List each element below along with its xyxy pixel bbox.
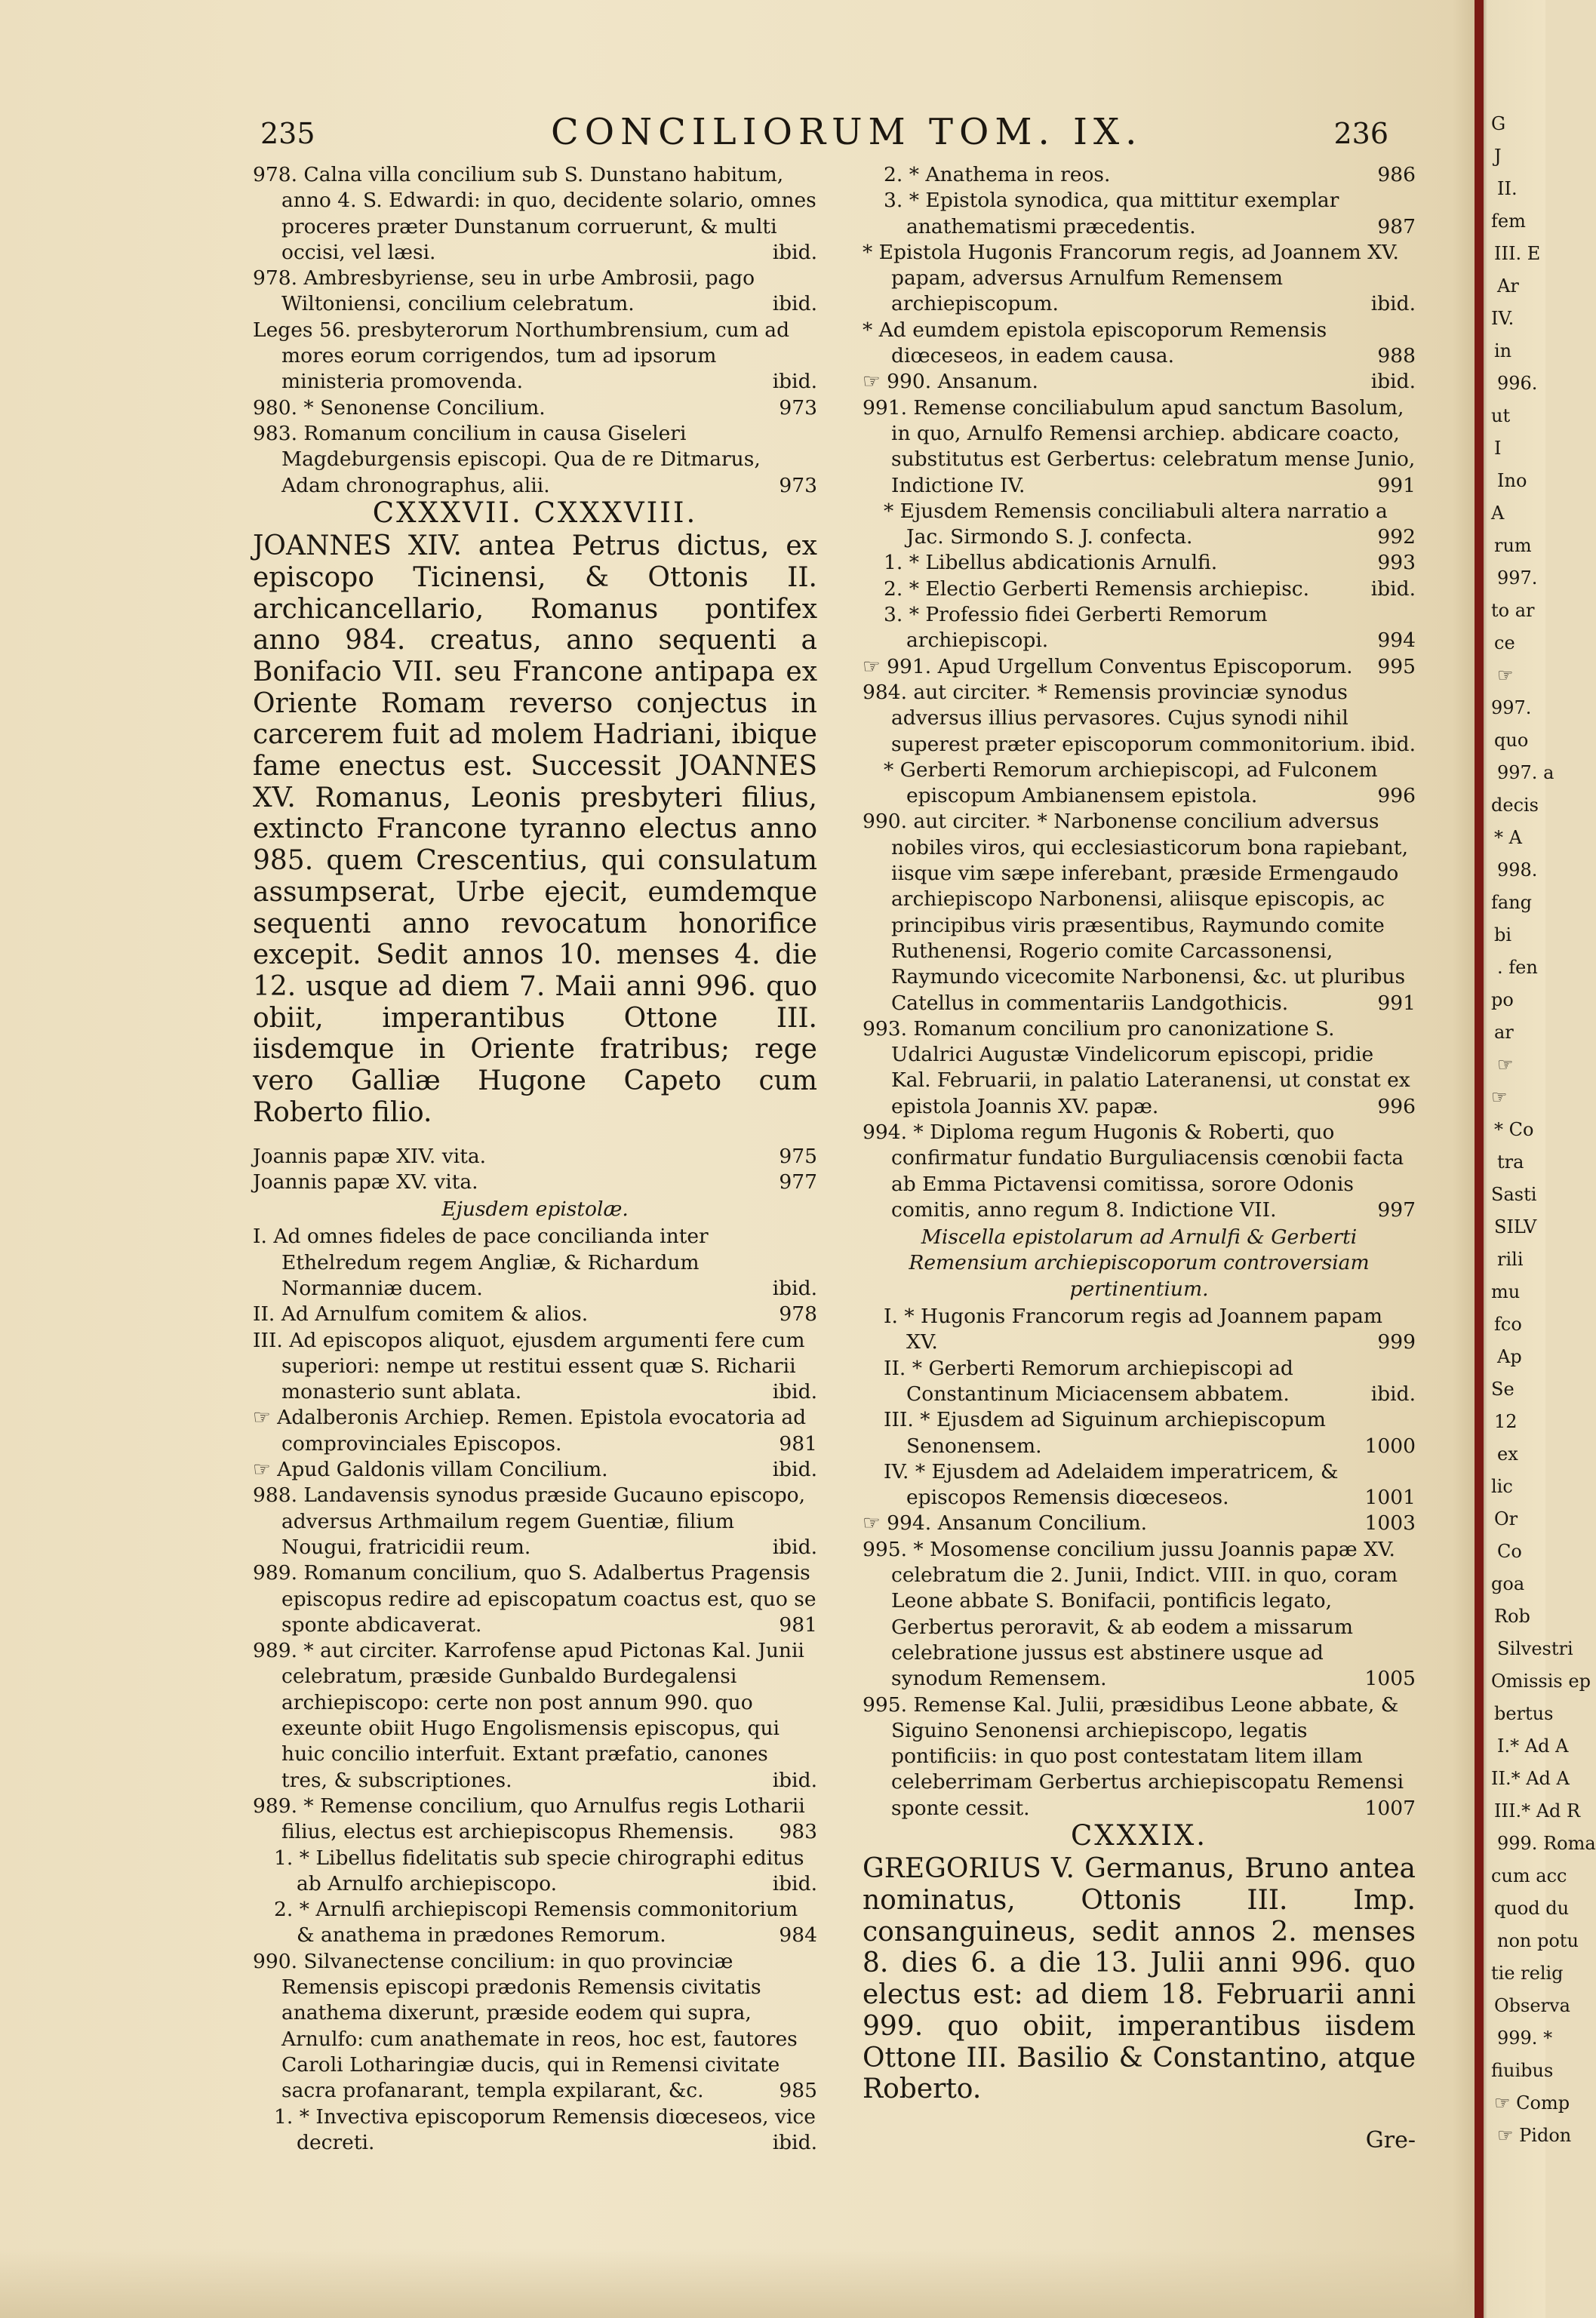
facing-page-fragment: I.* Ad A — [1497, 1735, 1569, 1757]
entry-page-reference: 992 — [1377, 525, 1416, 549]
entry-page-reference: ibid. — [772, 1871, 817, 1895]
index-entry — [863, 1537, 1416, 1692]
entry-text: 993. Romanum concilium pro canonizatione S. Udalrici Augustæ Vindelicorum episcopi, pridie Kal. Februarii, in palatio Lateranensi, ut constat ex epistola Joannis XV. papæ. — [863, 1016, 1410, 1118]
index-entry — [863, 188, 1416, 240]
entry-text: Joannis papæ XIV. vita. — [253, 1144, 487, 1168]
entry-page-reference: 996 — [1377, 784, 1416, 808]
entry-text: * Ejusdem Remensis conciliabuli altera narratio a Jac. Sirmondo S. J. confecta. — [884, 499, 1388, 549]
facing-page-fragment: in — [1494, 340, 1512, 361]
entry-page-reference: ibid. — [1370, 732, 1416, 756]
index-entry — [253, 1897, 817, 1949]
index-entry — [253, 1794, 817, 1846]
facing-page-fragment: ☞ Pidon — [1497, 2125, 1572, 2146]
binding-edge — [1475, 0, 1484, 2318]
index-entry — [253, 1560, 817, 1638]
index-entry — [253, 1405, 817, 1457]
entry-text: 2. * Electio Gerberti Remensis archiepisc. — [884, 576, 1310, 601]
entry-page-reference: 1005 — [1364, 1667, 1416, 1691]
facing-page-fragment: J — [1494, 146, 1502, 167]
entry-list — [253, 1224, 817, 1845]
facing-page-fragment: bertus — [1494, 1703, 1554, 1724]
index-entry — [863, 602, 1416, 654]
facing-page-fragment: Ap — [1497, 1346, 1522, 1367]
entry-text: 2. * Anathema in reos. — [884, 163, 1111, 186]
facing-page-fragment: Sasti — [1491, 1184, 1537, 1205]
entry-text: 978. Ambresbyriense, seu in urbe Ambrosii, pago Wiltoniensi, concilium celebratum. — [253, 266, 755, 316]
index-entry — [253, 2104, 817, 2157]
entry-text: III. Ad episcopos aliquot, ejusdem argumenti fere cum superiori: nempe ut restitui essent quæ S. Richarii monasterio sunt ablata. — [253, 1328, 805, 1404]
entry-page-reference: 1007 — [1364, 1796, 1416, 1820]
facing-page-fragment: Ino — [1497, 470, 1527, 491]
entry-text: II. Ad Arnulfum comitem & alios. — [253, 1302, 589, 1327]
index-entry — [863, 809, 1416, 1016]
entry-page-reference: ibid. — [772, 1458, 817, 1482]
page-number-left: 235 — [260, 117, 315, 150]
entry-text: ☞ Apud Galdonis villam Concilium. — [253, 1458, 608, 1482]
facing-page-fragment: mu — [1491, 1281, 1521, 1302]
facing-page-fragment: fang — [1491, 892, 1533, 913]
facing-page-fragment: cum acc — [1491, 1865, 1567, 1886]
entry-list — [253, 2104, 817, 2157]
entry-list — [253, 162, 817, 499]
facing-page-fragment: tra — [1497, 1151, 1524, 1173]
index-entry — [253, 1224, 817, 1302]
entry-text: I. * Hugonis Francorum regis ad Joannem papam XV. — [884, 1305, 1383, 1354]
facing-page-fragment: Silvestri — [1497, 1638, 1573, 1659]
entry-page-reference: 991 — [1377, 991, 1416, 1015]
index-entry — [253, 318, 817, 395]
facing-page-fragment: 998. — [1497, 859, 1538, 881]
index-entry — [253, 1638, 817, 1794]
entry-page-reference: 983 — [779, 1820, 817, 1844]
index-entry — [253, 421, 817, 499]
facing-page-fragment: decis — [1491, 795, 1539, 816]
entry-list — [253, 1144, 817, 1196]
entry-page-reference: ibid. — [772, 1768, 817, 1792]
facing-page-fragment: lic — [1491, 1476, 1513, 1497]
facing-page-fragment: 12 — [1494, 1411, 1518, 1432]
entry-text: 989. * Remense concilium, quo Arnulfus regis Lotharii filius, electus est archiepiscopus Rhemensis. — [253, 1794, 805, 1844]
index-entry — [863, 1407, 1416, 1459]
entry-page-reference: ibid. — [772, 292, 817, 316]
entry-text: 1. * Libellus fidelitatis sub specie chirographi editus ab Arnulfo archiepiscopo. — [274, 1846, 804, 1895]
index-entry — [863, 758, 1416, 810]
facing-page-fragment: ex — [1497, 1443, 1518, 1465]
entry-page-reference: 985 — [779, 2079, 817, 2103]
facing-page-fragment: fiuibus — [1491, 2060, 1554, 2081]
entry-text: I. Ad omnes fideles de pace concilianda inter Ethelredum regem Angliæ, & Richardum Normanniæ ducem. — [253, 1225, 709, 1300]
facing-page-fragment: quo — [1494, 730, 1529, 751]
catchword: Gre- — [1365, 2126, 1416, 2154]
facing-page-fragment: ☞ Comp — [1494, 2092, 1570, 2114]
facing-page-fragment: * A — [1494, 827, 1522, 848]
right-column — [863, 162, 1416, 2154]
entry-page-reference: ibid. — [1370, 576, 1416, 601]
entry-text: * Epistola Hugonis Francorum regis, ad Joannem XV. papam, adversus Arnulfum Remensem archiepiscopum. — [863, 240, 1399, 316]
entry-page-reference: ibid. — [772, 1535, 817, 1559]
entry-page-reference: ibid. — [772, 370, 817, 394]
index-entry — [253, 1302, 817, 1327]
entry-text: 990. aut circiter. * Narbonense concilium adversus nobiles viros, qui ecclesiasticorum bona rapiebant, iisque vim sæpe inferebant, præside Ermengaudo archiepiscopo Narbonensi, aliisque episcopis, ac principibus viris præsentibus, Raymundo comite Ruthenensi, Rogerio comite Carcassonensi, Raymundo vicecomite Narbonensi, &c. ut pluribus Catellus in commentariis Landgothicis. — [863, 810, 1408, 1015]
entry-page-reference: 973 — [779, 473, 817, 497]
index-entry — [253, 395, 817, 421]
facing-page-fragment: II.* Ad A — [1491, 1768, 1570, 1789]
entry-page-reference: 973 — [779, 395, 817, 420]
entry-text: 978. Calna villa concilium sub S. Dunstano habitum, anno 4. S. Edwardi: in quo, decidente solario, omnes proceres præter Dunstanum corruerunt, & multi occisi, vel læsi. — [253, 163, 816, 264]
facing-page-fragment: ☞ — [1497, 1054, 1514, 1075]
facing-page-fragment: . fen — [1497, 957, 1538, 978]
facing-page-fragment: 999. * — [1497, 2027, 1553, 2049]
entry-text: 980. * Senonense Concilium. — [253, 395, 546, 420]
facing-page-fragment: tie relig — [1491, 1963, 1564, 1984]
entry-text: 989. * aut circiter. Karrofense apud Pictonas Kal. Junii celebratum, præside Gunbaldo Burdegalensi archiepiscopo: certe non post annum 990. quo exeunte obiit Hugo Engolismensis episcopus, qui huic concilio interfuit. Extant præfatio, canones tres, & subscriptiones. — [253, 1639, 804, 1792]
entry-list — [253, 1949, 817, 2104]
facing-page-fragment: Ar — [1497, 275, 1519, 297]
facing-page-fragment: III.* Ad R — [1494, 1800, 1581, 1822]
entry-page-reference: 978 — [779, 1302, 817, 1327]
entry-page-reference: 1001 — [1364, 1486, 1416, 1510]
index-entry — [863, 499, 1416, 551]
index-entry — [863, 162, 1416, 188]
facing-page-fragment: Se — [1491, 1379, 1515, 1400]
facing-page-fragment: to ar — [1491, 600, 1535, 621]
entry-text: 984. aut circiter. * Remensis provinciæ synodus adversus illius pervasores. Cujus synodi nihil superest præter episcoporum commonitorium. — [863, 680, 1366, 756]
entry-text: 990. Silvanectense concilium: in quo provinciæ Remensis episcopi prædonis Remensis civitatis anathema dixerunt, præside eodem qui supra, Arnulfo: cum anathemate in reos, hoc est, fautores Caroli Lotharingiæ ducis, qui in Remensi civitate sacra profanarant, templa expilarant, &c. — [253, 1949, 798, 2103]
entry-page-reference: 995 — [1377, 654, 1416, 678]
index-entry — [863, 550, 1416, 576]
index-entry — [863, 1120, 1416, 1223]
index-entry — [253, 266, 817, 318]
entry-page-reference: ibid. — [772, 1380, 817, 1404]
entry-page-reference: 988 — [1377, 344, 1416, 368]
entry-text: 983. Romanum concilium in causa Giseleri Magdeburgensis episcopi. Qua de re Ditmarus, Adam chronographus, alii. — [253, 421, 761, 497]
entry-text: 995. * Mosomense concilium jussu Joannis papæ XV. celebratum die 2. Junii, Indict. VIII. in quo, coram Leone abbate S. Bonifacii, pontificis legato, Gerbertus peroravit, & ab eodem a missarum celebratione jussus est abstinere usque ad synodum Remensem. — [863, 1537, 1398, 1691]
entry-page-reference: ibid. — [1370, 292, 1416, 316]
entry-page-reference: ibid. — [772, 1277, 817, 1300]
facing-page-fragment: quod du — [1494, 1898, 1570, 1919]
index-entry — [863, 240, 1416, 318]
facing-page-fragment: III. E — [1494, 243, 1541, 264]
facing-page-fragment: II. — [1497, 178, 1518, 199]
entry-text: 3. * Epistola synodica, qua mittitur exemplar anathematismi præcedentis. — [884, 189, 1339, 238]
entry-page-reference: 999 — [1377, 1330, 1416, 1354]
index-entry — [863, 576, 1416, 602]
facing-page-fragment: 997. — [1491, 697, 1532, 718]
entry-text: 995. Remense Kal. Julii, præsidibus Leone abbate, & Siguino Senonensi archiepiscopo, legatis pontificiis: in quo post contestatam litem illam celeberrimam Gerbertus archiepiscopatu Remensi sponte cessit. — [863, 1692, 1404, 1820]
index-entry — [863, 1304, 1416, 1356]
entry-page-reference: 994 — [1377, 629, 1416, 653]
page-number-right: 236 — [1333, 117, 1388, 150]
facing-page-fragment: rili — [1497, 1249, 1524, 1270]
index-entry — [253, 1846, 817, 1898]
entry-text: 1. * Invectiva episcoporum Remensis diœceseos, vice decreti. — [274, 2104, 816, 2154]
facing-page-edge — [1475, 0, 1596, 2318]
facing-page-fragment: G — [1491, 113, 1506, 134]
facing-page-fragment: fem — [1491, 211, 1526, 232]
facing-page-fragment: non potu — [1497, 1930, 1579, 1951]
left-column — [253, 162, 817, 2156]
entry-page-reference: 975 — [779, 1144, 817, 1168]
entry-page-reference: ibid. — [772, 2130, 817, 2154]
entry-page-reference: 991 — [1377, 473, 1416, 497]
entry-page-reference: ibid. — [1370, 1382, 1416, 1406]
facing-page-fragment: po — [1491, 989, 1514, 1010]
index-entry — [253, 162, 817, 266]
entry-text: 2. * Arnulfi archiepiscopi Remensis commonitorium & anathema in prædones Remorum. — [274, 1898, 798, 1948]
entry-text: * Ad eumdem epistola episcoporum Remensis diœceseos, in eadem causa. — [863, 318, 1327, 368]
entry-list — [253, 1846, 817, 1949]
index-entry — [863, 318, 1416, 370]
entry-page-reference: 987 — [1377, 214, 1416, 238]
entry-page-reference: 984 — [779, 1923, 817, 1948]
entry-list — [863, 1304, 1416, 1822]
index-entry — [253, 1457, 817, 1483]
index-entry — [863, 1511, 1416, 1536]
facing-page-fragment: I — [1494, 438, 1502, 459]
facing-page-fragment: SILV — [1494, 1216, 1537, 1237]
pope-biography: JOANNES XIV. antea Petrus dictus, ex episcopo Ticinensi, & Ottonis II. archicancellario, Romanus pontifex anno 984. creatus, anno sequenti a Bonifacio VII. seu Francone antipapa ex Oriente Romam reverso conjectus in carcerem fuit ad molem Hadriani, ibique fame enectus est. Successit JOANNES XV. Romanus, Leonis presbyteri filius, extincto Francone tyranno electus anno 985. quem Crescentius, qui consulatum assumpserat, Urbe ejecit, eumdemque sequenti anno revocatum honorifice excepit. Sedit annos 10. menses 4. die 12. usque ad diem 7. Maii anni 996. quo obiit, imperantibus Ottone III. iisdemque in Oriente fratribus; rege vero Galliæ Hugone Capeto cum Roberto filio. — [253, 530, 817, 1128]
entry-page-reference: ibid. — [1370, 370, 1416, 394]
entry-page-reference: 981 — [779, 1612, 817, 1637]
index-entry — [253, 1328, 817, 1406]
index-entry — [253, 1949, 817, 2104]
facing-page-fragment: ☞ — [1491, 1087, 1508, 1108]
entry-page-reference: 977 — [779, 1170, 817, 1194]
entry-text: * Gerberti Remorum archiepiscopi, ad Fulconem episcopum Ambianensem epistola. — [884, 758, 1378, 808]
entry-list — [863, 162, 1416, 1223]
facing-page-fragment: 997. a — [1497, 762, 1554, 783]
entry-page-reference: 993 — [1377, 551, 1416, 575]
facing-page-fragment: fco — [1494, 1314, 1522, 1335]
page-shadow — [0, 2249, 1475, 2318]
entry-text: ☞ Adalberonis Archiep. Remen. Epistola evocatoria ad comprovinciales Episcopos. — [253, 1406, 807, 1456]
facing-page-fragment: Rob — [1494, 1606, 1530, 1627]
facing-page-fragment: IV. — [1491, 308, 1515, 329]
index-entry — [253, 1483, 817, 1560]
facing-page-fragment: * Co — [1494, 1119, 1534, 1140]
entry-text: 988. Landavensis synodus præside Gucauno episcopo, adversus Arthmailum regem Guentiæ, filium Nougui, fratricidii reum. — [253, 1483, 806, 1559]
index-entry — [863, 1016, 1416, 1120]
entry-page-reference: ibid. — [772, 240, 817, 264]
entry-page-reference: 981 — [779, 1431, 817, 1456]
section-heading: CXXXIX. — [1070, 1819, 1208, 1852]
entry-page-reference: 996 — [1377, 1094, 1416, 1118]
entry-text: 1. * Libellus abdicationis Arnulfi. — [884, 551, 1218, 575]
entry-text: 994. * Diploma regum Hugonis & Roberti, quo confirmatur fundatio Burguliacensis cœnobii facta ab Emma Pictavensi comitissa, sorore Odonis comitis, anno regum 8. Indictione VII. — [863, 1120, 1404, 1222]
entry-page-reference: 1003 — [1364, 1511, 1416, 1536]
facing-page-fragment: 997. — [1497, 567, 1538, 589]
entry-page-reference: 1000 — [1364, 1434, 1416, 1458]
entry-page-reference: 997 — [1377, 1197, 1416, 1222]
facing-page-fragment: A — [1491, 503, 1505, 524]
pope-biography: GREGORIUS V. Germanus, Bruno antea nominatus, Ottonis III. Imp. consanguineus, sedit annos 2. menses 8. dies 6. a die 13. Julii anni 996. quo electus est: ad diem 18. Februarii anni 999. quo obiit, imperantibus iisdem Ottone III. Basilio & Constantino, atque Roberto. — [863, 1853, 1416, 2105]
facing-page-fragment: Omissis ep — [1491, 1671, 1591, 1692]
entry-text: III. * Ejusdem ad Siguinum archiepiscopum Senonensem. — [884, 1408, 1326, 1458]
index-entry — [863, 369, 1416, 395]
facing-page-fragment: 999. Roma — [1497, 1833, 1596, 1854]
entry-page-reference: 986 — [1377, 163, 1416, 186]
index-entry — [863, 1356, 1416, 1408]
entry-text: ☞ 991. Apud Urgellum Conventus Episcoporum. — [863, 654, 1353, 678]
index-entry — [863, 680, 1416, 758]
facing-page-fragment: Or — [1494, 1508, 1518, 1529]
entry-text: 3. * Professio fidei Gerberti Remorum archiepiscopi. — [884, 603, 1268, 653]
index-entry — [253, 1144, 817, 1170]
facing-page-fragment: ☞ — [1497, 665, 1514, 686]
facing-page-fragment: goa — [1491, 1573, 1525, 1594]
entry-text: ☞ 990. Ansanum. — [863, 370, 1038, 394]
facing-page-fragment: 996. — [1497, 373, 1538, 394]
entry-text: ☞ 994. Ansanum Concilium. — [863, 1511, 1148, 1536]
entry-text: Leges 56. presbyterorum Northumbrensium, cum ad mores eorum corrigendos, tum ad ipsorum ministeria promovenda. — [253, 318, 790, 394]
index-entry — [863, 1692, 1416, 1822]
facing-page-fragment: bi — [1494, 924, 1512, 945]
facing-page-fragment: rum — [1494, 535, 1532, 556]
entry-text: 989. Romanum concilium, quo S. Adalbertus Pragensis episcopus redire ad episcopatum coactus est, quo se sponte abdicaverat. — [253, 1561, 816, 1637]
facing-page-fragment: Co — [1497, 1541, 1522, 1562]
section-heading: CXXXVII. CXXXVIII. — [372, 496, 698, 529]
running-head-title: CONCILIORUM TOM. IX. — [551, 111, 1143, 153]
facing-page-fragment: ce — [1494, 632, 1515, 653]
entry-text: 991. Remense conciliabulum apud sanctum Basolum, in quo, Arnulfo Remensi archiep. abdicare coacto, substitutus est Gerbertus: celebratum mense Junio, Indictione IV. — [863, 395, 1416, 497]
index-entry — [253, 1170, 817, 1195]
facing-page-fragment: ar — [1494, 1022, 1514, 1043]
facing-page-fragment: ut — [1491, 405, 1511, 426]
subsection-heading: Ejusdem epistolæ. — [441, 1197, 629, 1222]
facing-page-fragment: Observa — [1494, 1995, 1570, 2016]
entry-text: II. * Gerberti Remorum archiepiscopi ad Constantinum Miciacensem abbatem. — [884, 1356, 1293, 1406]
entry-text: Joannis papæ XV. vita. — [253, 1170, 478, 1194]
index-entry — [863, 395, 1416, 499]
entry-text: IV. * Ejusdem ad Adelaidem imperatricem, & episcopos Remensis diœceseos. — [884, 1459, 1339, 1510]
index-entry — [863, 1459, 1416, 1511]
subsection-heading: Miscella epistolarum ad Arnulfi & Gerberti Remensium archiepiscoporum controversiam pertinentium. — [909, 1225, 1370, 1301]
index-entry — [863, 654, 1416, 680]
